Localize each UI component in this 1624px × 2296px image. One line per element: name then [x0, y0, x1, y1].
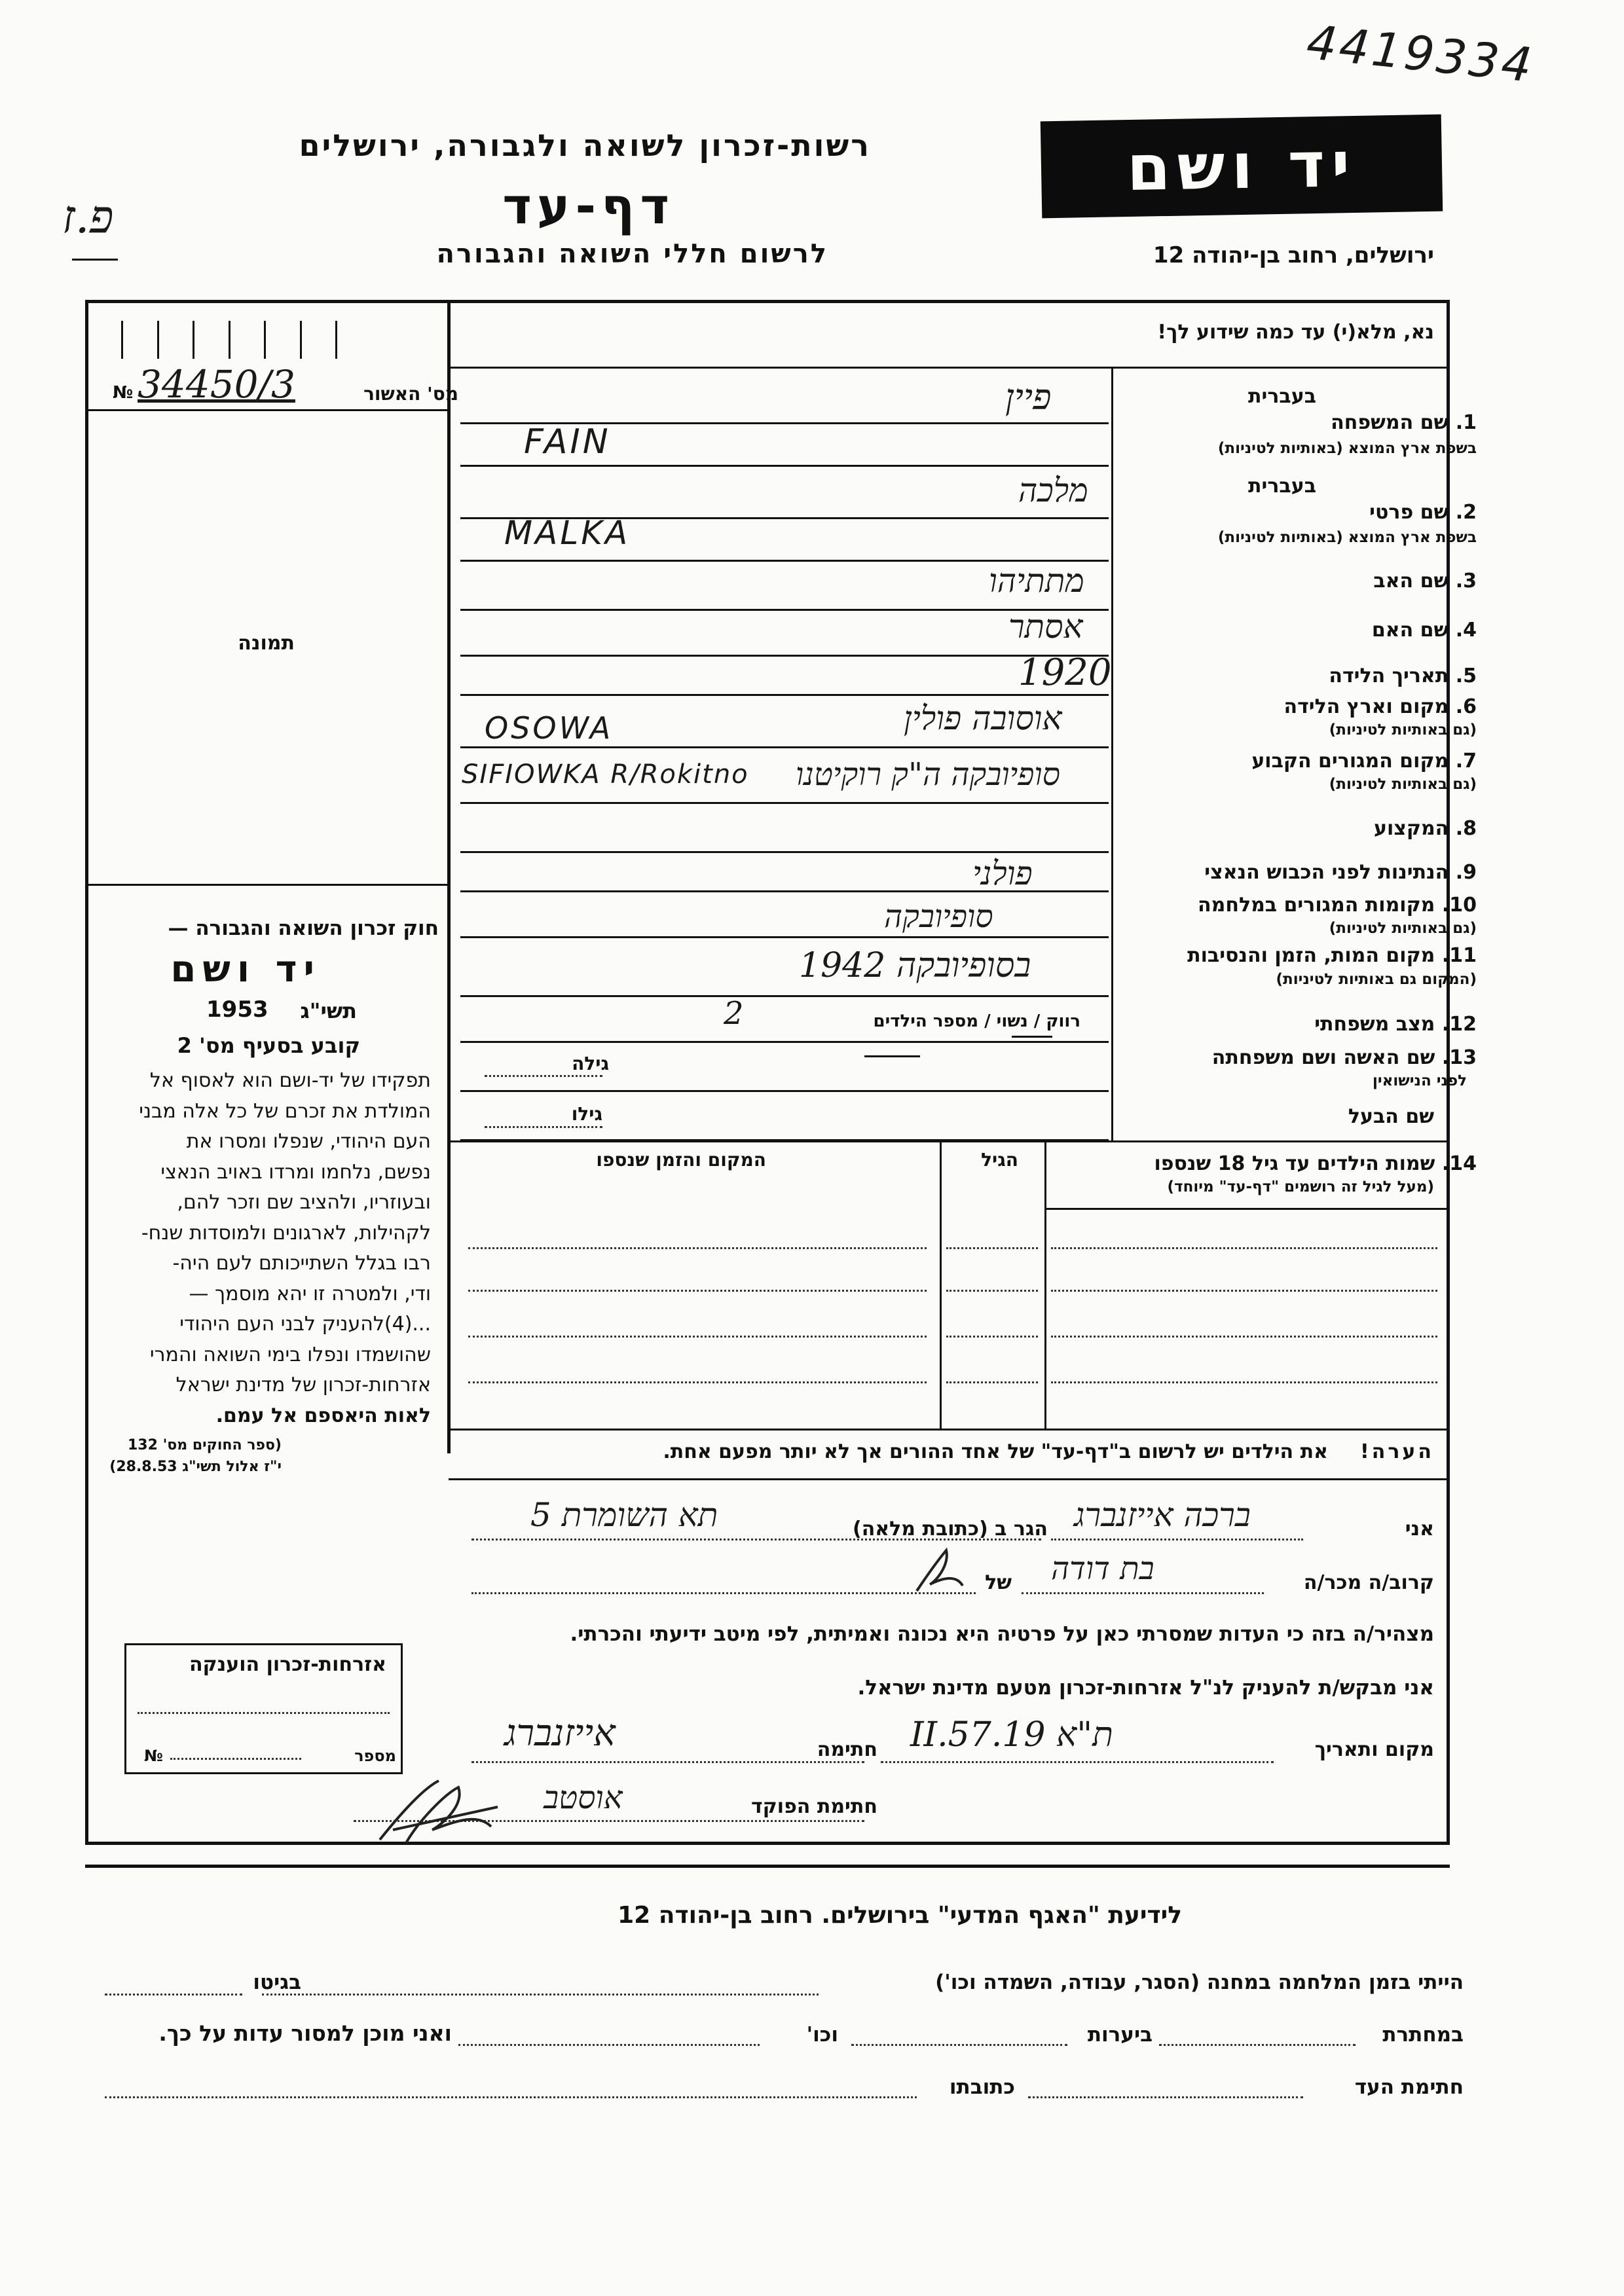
photo-label: תמונה [238, 632, 295, 655]
law-line: העם היהודי, שנפלו ומסרו את [186, 1130, 431, 1153]
of-scribble [910, 1545, 969, 1597]
children-col-age: הגיל [981, 1149, 1018, 1171]
address-line [471, 1539, 1041, 1540]
left-column-divider [447, 301, 451, 1453]
logo-text: יד ושם [1126, 127, 1357, 206]
bottom-title: לידיעת "האגף המדעי" בירושלים. רחוב בן-יהודה 12 [618, 1902, 1182, 1929]
cert-no-sign: № [113, 383, 134, 403]
married-underline [1012, 1036, 1052, 1038]
relation-label: קרוב/ה מכר/ה [1303, 1571, 1434, 1594]
law-line: אזרחות-זכרון של מדינת ישראל [175, 1374, 431, 1396]
husband-age-line [485, 1126, 602, 1128]
law-clause: קובע בסעיף מס' 2 [177, 1033, 360, 1058]
field-sub-birth-place: (גם באותיות לטיניות) [1329, 721, 1477, 738]
yad-vashem-logo [1041, 115, 1443, 219]
law-line: ...(4)להעניק לבני העם היהודי [179, 1313, 431, 1336]
law-line: נפשם, נלחמו ומרדו באויב הנאצי [160, 1160, 431, 1184]
row-line [460, 1090, 1109, 1092]
field-label-birth-place: 6. מקום וארץ הלידה [1283, 695, 1477, 718]
birth-place-latin-value: OSOWA [485, 710, 614, 746]
stamp-box-number-label: מספר [354, 1747, 396, 1765]
bottom-line2-a: במחתרת [1382, 2023, 1464, 2047]
declaration-i-label: אני [1405, 1518, 1434, 1540]
forests-line [851, 2044, 1067, 2046]
signature-label: חתימה [817, 1738, 877, 1761]
children-top-line [449, 1140, 1449, 1142]
witness-address-line [105, 2096, 917, 2098]
children-row-line [468, 1247, 927, 1249]
field-label-residence: 7. מקום המגורים הקבוע [1251, 750, 1477, 773]
husband-age-label: גילו [571, 1103, 602, 1125]
children-col-place: המקום והזמן שנספו [596, 1149, 766, 1171]
surname-hebrew-value: פיין [1005, 376, 1052, 418]
children-label: 14. שמות הילדים עד גיל 18 שנספו [1154, 1152, 1477, 1175]
field-sub-wife: לפני הנישואין [1373, 1072, 1467, 1089]
authority-line: רשות-זכרון לשואה ולגבורה, ירושלים [299, 128, 871, 163]
row-line [460, 995, 1109, 997]
row-line [460, 1041, 1109, 1043]
law-line: ודי, ולמטרה זו יהא מוסמך — [189, 1282, 431, 1305]
law-text [77, 1066, 431, 1431]
field-label-surname: 1. שם המשפחה [1331, 411, 1477, 434]
witness-sign-line [1028, 2096, 1303, 2098]
cert-label: מס' האשור [363, 383, 458, 405]
note-bottom-line [449, 1478, 1449, 1480]
children-row-line [946, 1290, 1038, 1292]
of-line [471, 1592, 976, 1594]
place-date-label: מקום ותאריך [1314, 1738, 1434, 1761]
hebrew-tag: בעברית [1248, 385, 1316, 408]
first-name-latin-value: MALKA [504, 514, 631, 552]
cert-ticks [121, 321, 337, 359]
field-label-wife: 13. שם האשה ושם משפחתה [1211, 1046, 1477, 1069]
cert-number: 34450/3 [138, 362, 295, 407]
children-col-div-2 [1044, 1140, 1046, 1429]
birth-date-value: 1920 [1018, 651, 1112, 694]
children-row-line [1051, 1247, 1437, 1249]
law-title: חוק זכרון השואה והגבורה — [168, 917, 439, 940]
field-sub-surname: בשפת ארץ המוצא (באותיות לטיניות) [1217, 440, 1477, 457]
children-row-line [1051, 1336, 1437, 1338]
row-line [460, 694, 1109, 696]
underground-line [1159, 2044, 1356, 2046]
first-name-hebrew-value: מלכה [1018, 471, 1088, 509]
children-count-value: 2 [724, 995, 744, 1032]
resident-label: הגר ב (כתובת מלאה) [852, 1518, 1048, 1540]
field-label-marital: 12. מצב משפחתי [1314, 1013, 1477, 1036]
wife-age-line [485, 1075, 602, 1077]
mother-name-value: אסתר [1008, 608, 1083, 646]
law-line: תפקידו של יד-ושם הוא לאסוף אל [149, 1069, 431, 1092]
law-name: יד ושם [170, 948, 321, 991]
field-sub-wartime-residence: (גם באותיות לטיניות) [1329, 920, 1477, 937]
children-row-line [468, 1381, 927, 1383]
ghetto-line [105, 1994, 242, 1995]
note-top-line [449, 1429, 1449, 1430]
children-row-line [1051, 1381, 1437, 1383]
corner-number: 4419334 [1304, 14, 1538, 93]
declaration-request: אני מבקש/ת להעניק לנ"ל אזרחות-זכרון מטעם מדינת ישראל. [857, 1676, 1434, 1700]
field-label-death: 11. מקום המות, הזמן והנסיבות [1187, 944, 1477, 967]
field-label-citizenship: 9. הנתינות לפני הכבוש הנאצי [1204, 861, 1477, 884]
law-year-heb: תשי"ג [300, 998, 357, 1023]
row-line [460, 746, 1109, 748]
residence-hebrew-value: סופיובקה ה"ק רוקיטנו [796, 756, 1060, 793]
field-label-father: 3. שם האב [1373, 570, 1477, 592]
declarant-name: ברכה אייזנברג [1074, 1496, 1251, 1534]
bottom-line3-b: כתובתו [949, 2075, 1015, 2099]
law-line: רבו בגלל השתייכותם לעם היה- [172, 1252, 431, 1275]
children-sub: (מעל לגיל זה רושמים "דף-עד" מיוחד) [1167, 1178, 1434, 1195]
marital-options: רווק / נשוי / מספר הילדים [873, 1011, 1080, 1031]
father-name-value: מתתיהו [989, 562, 1084, 600]
bottom-line2-d: ואני מוכן למסור עדות על כך. [158, 2020, 452, 2046]
header-address: ירושלים, רחוב בן-יהודה 12 [1153, 242, 1434, 268]
surname-latin-value: FAIN [524, 422, 611, 462]
stamp-box-title: אזרחות-זכרון הוענקה [189, 1653, 386, 1676]
camp-line [262, 1994, 819, 1995]
death-place-value: בסופיובקה 1942 [799, 946, 1031, 985]
law-line: לקהילות, לארגונים ולמוסדות שנח- [141, 1221, 431, 1245]
bottom-line1-b: בגיטו [253, 1971, 301, 1994]
field-label-birth-date: 5. תאריך הלידה [1329, 665, 1477, 687]
gazette-line-1: (ספר החוקים מס' 132 [127, 1437, 282, 1453]
declarant-name-line [1051, 1539, 1303, 1540]
officer-label: חתימת הפוקד [751, 1795, 877, 1818]
officer-signature: אוסטב [544, 1779, 623, 1816]
bottom-line1-a: הייתי בזמן המלחמה במחנה (הסגר, עבודה, השמדה וכו') [935, 1971, 1464, 1994]
law-line: ובעוזריו, ולהציב שם וזכר להם, [177, 1191, 431, 1214]
of-label: של [985, 1571, 1012, 1594]
etc-line [458, 2044, 760, 2046]
law-line: המולדת את זכרם של כל אלה מבני [139, 1099, 431, 1123]
note-text: את הילדים יש לרשום ב"דף-עד" של אחד ההורים אך לא יותר מפעם אחת. [663, 1440, 1328, 1463]
children-row-line [468, 1336, 927, 1338]
law-line: שהושמדו ונפלו בימי השואה והמרי [149, 1343, 431, 1366]
margin-note: פ.ז [62, 190, 114, 244]
wife-age-label: גילה [572, 1053, 609, 1074]
field-label-wartime-residence: 10. מקומות המגורים במלחמה [1198, 894, 1477, 917]
intro-text: נא, מלא(י) עד כמה שידוע לך! [1157, 321, 1434, 344]
officer-scribble [367, 1768, 537, 1853]
place-date-value: ת"א 19.II.57 [910, 1715, 1113, 1755]
children-row-line [1051, 1290, 1437, 1292]
bottom-line2-b: ביערות [1087, 2023, 1153, 2047]
bottom-line2-c: וכו' [806, 2023, 838, 2047]
children-header-line [1046, 1208, 1447, 1210]
cert-divider [86, 409, 449, 411]
stamp-box-line-2 [170, 1758, 301, 1760]
hebrew-tag: בעברית [1248, 475, 1316, 498]
row-line [460, 465, 1109, 467]
field-sub-death: (המקום גם באותיות לטיניות) [1276, 971, 1477, 988]
row-line [460, 851, 1109, 853]
children-row-line [946, 1336, 1038, 1338]
wartime-residence-value: סופיובקה [884, 898, 993, 935]
place-date-line [881, 1761, 1274, 1763]
bottom-line3-a: חתימת העד [1354, 2075, 1464, 2099]
relation-value: בת דודה [1051, 1550, 1154, 1587]
dash-mark [864, 1055, 920, 1057]
signature-value: אייזנברג [504, 1712, 616, 1755]
photo-divider [86, 884, 449, 886]
stamp-box-no: № [144, 1747, 163, 1765]
margin-note-underline [72, 259, 118, 261]
law-line: לאות היאספם אל עמם. [215, 1404, 431, 1427]
residence-latin-value: SIFIOWKA R/Rokitno [462, 759, 749, 790]
note-label: הערה! [1360, 1440, 1434, 1463]
citizenship-value: פולני [972, 854, 1033, 892]
birth-place-hebrew-value: אוסובה פולין [904, 699, 1062, 737]
children-col-div-1 [940, 1140, 942, 1429]
form-title: דף-עד [502, 177, 674, 235]
field-label-husband: שם הבעל [1348, 1105, 1434, 1128]
signature-line [471, 1761, 864, 1763]
label-divider [1111, 368, 1113, 1140]
row-line [460, 655, 1109, 657]
row-line [460, 802, 1109, 804]
gazette-line-2: י"ז אלול תשי"ג 28.8.53) [109, 1459, 282, 1475]
field-sub-first-name: בשפת ארץ המוצא (באותיות לטיניות) [1217, 529, 1477, 546]
field-sub-residence: (גם באותיות לטיניות) [1329, 776, 1477, 793]
declaration-statement: מצהיר/ה בזה כי העדות שמסרתי כאן על פרטיה היא נכונה ואמיתית, לפי מיטב ידיעתי והכרתי. [570, 1622, 1434, 1646]
children-row-line [946, 1247, 1038, 1249]
field-label-mother: 4. שם האם [1371, 619, 1477, 642]
form-subtitle: לרשום חללי השואה והגבורה [436, 239, 828, 269]
intro-divider [449, 367, 1449, 369]
law-year: 1953 [206, 996, 268, 1023]
declarant-address: תא השומרת 5 [530, 1496, 718, 1534]
note-row [663, 1440, 1434, 1463]
field-label-profession: 8. המקצוע [1373, 817, 1477, 840]
stamp-box-line-1 [138, 1712, 390, 1714]
relation-line [1022, 1592, 1264, 1594]
children-row-line [946, 1381, 1038, 1383]
field-label-first-name: 2. שם פרטי [1369, 501, 1477, 524]
children-row-line [468, 1290, 927, 1292]
row-line [460, 936, 1109, 938]
bottom-top-line [85, 1865, 1450, 1868]
